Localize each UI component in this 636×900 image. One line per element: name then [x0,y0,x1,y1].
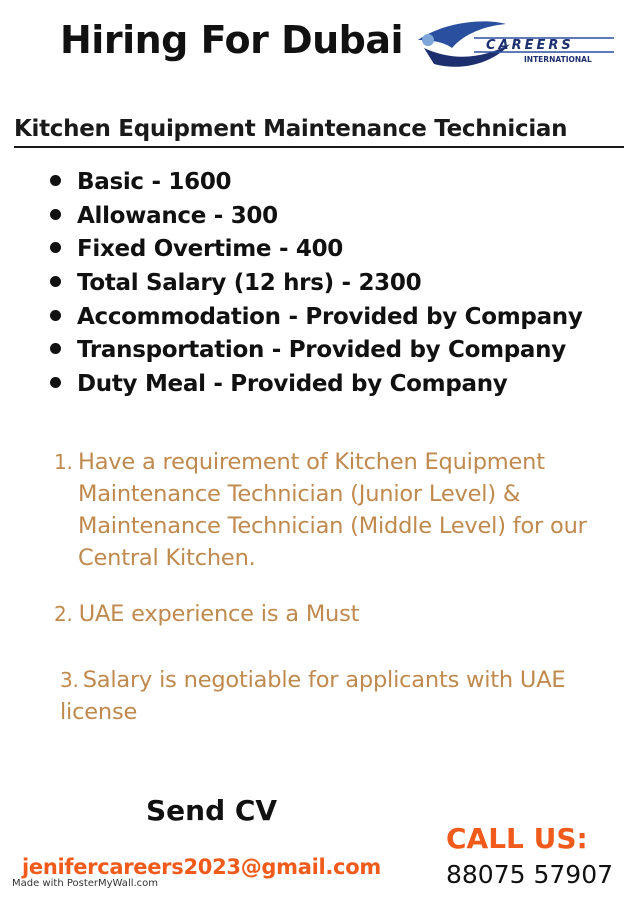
bullet-icon [50,209,61,220]
logo-subtext: INTERNATIONAL [524,55,592,64]
bullet-icon [50,377,61,388]
job-title: Kitchen Equipment Maintenance Technician [14,116,568,142]
careers-international-logo [414,18,620,74]
logo-text: CAREERS [486,38,574,53]
benefit-item: Duty Meal - Provided by Company [50,368,583,402]
benefits-list [50,166,583,402]
bullet-icon [50,242,61,253]
benefit-item: Total Salary (12 hrs) - 2300 [50,267,583,301]
benefit-item: Accommodation - Provided by Company [50,301,583,335]
benefit-item: Allowance - 300 [50,200,583,234]
title-underline [14,146,624,148]
benefit-item: Transportation - Provided by Company [50,334,583,368]
email-address[interactable]: jenifercareers2023@gmail.com [22,855,381,879]
headline: Hiring For Dubai [60,18,404,62]
requirement-3 [60,664,580,728]
benefit-item: Basic - 1600 [50,166,583,200]
benefit-item: Fixed Overtime - 400 [50,233,583,267]
requirement-number: 1. [54,450,73,474]
phone-number[interactable]: 88075 57907 [446,860,614,889]
bullet-icon [50,175,61,186]
bullet-icon [50,310,61,321]
send-cv-label: Send CV [146,794,278,827]
bullet-icon [50,343,61,354]
requirement-number: 3. [60,668,79,692]
requirement-1 [54,446,624,574]
requirement-text: Have a requirement of Kitchen Equipment Maintenance Technician (Junior Level) & Maintenance Technician (Middle Level) for our Central Kitchen. [78,449,587,571]
requirement-text: UAE experience is a Must [78,601,360,627]
requirement-2 [54,598,359,630]
bullet-icon [50,276,61,287]
watermark: Made with PosterMyWall.com [12,878,159,889]
requirement-text: Salary is negotiable for applicants with UAE license [60,667,566,725]
requirement-number: 2. [54,602,73,626]
call-us-label: CALL US: [446,822,588,855]
